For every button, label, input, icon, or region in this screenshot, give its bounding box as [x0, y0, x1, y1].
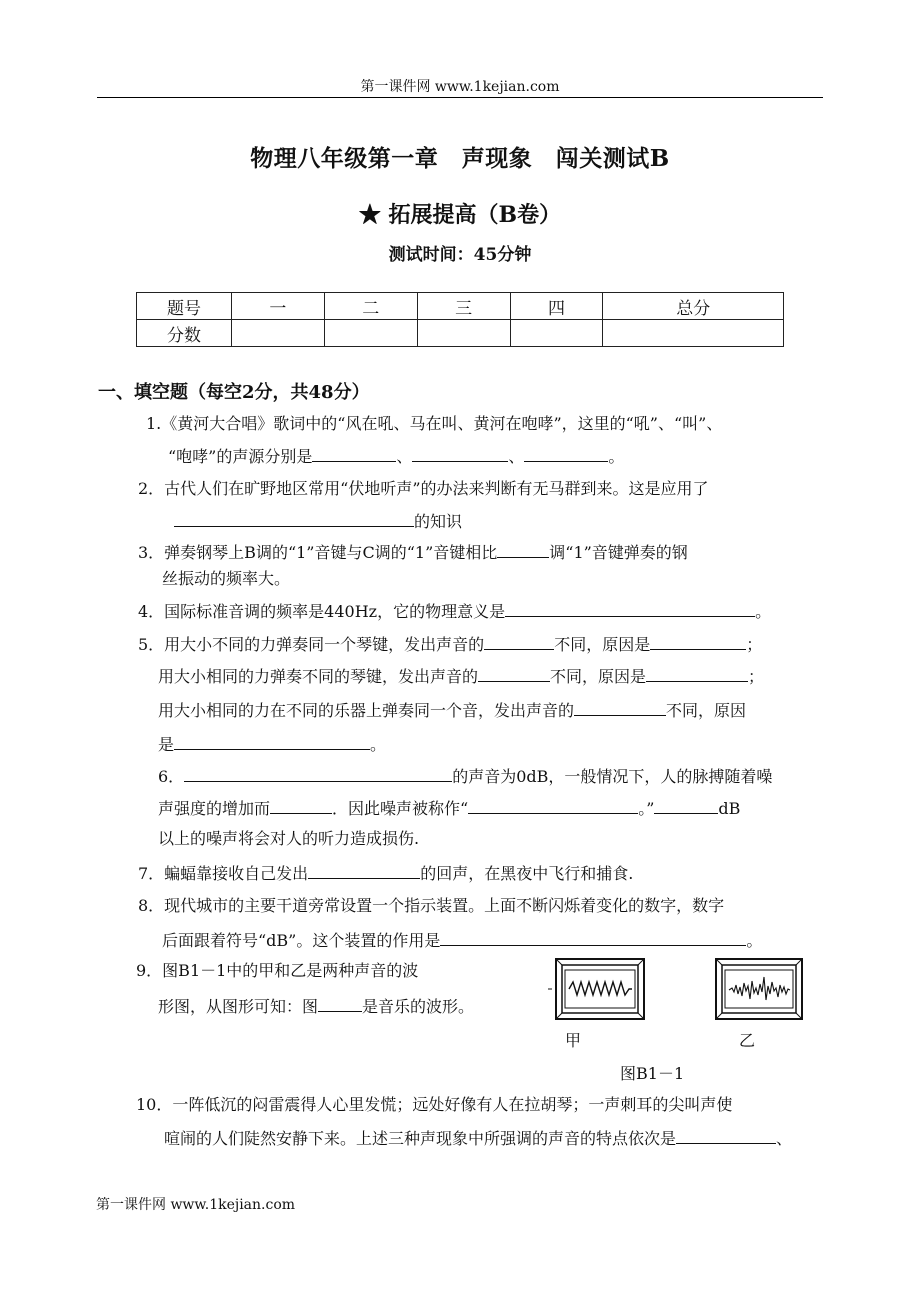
question-5-line-4: 是 。 [158, 735, 387, 754]
score-cell: 二 [324, 293, 417, 320]
score-cell: 题号 [137, 293, 232, 320]
answer-blank[interactable] [468, 797, 638, 814]
section-heading: 一、填空题（每空2分，共48分） [98, 382, 370, 403]
question-1-line-2: “咆哮”的声源分别是 、 、 。 [168, 447, 625, 466]
question-7: 7．蝙蝠靠接收自己发出 的回声，在黑夜中飞行和捕食. [138, 864, 634, 883]
question-6-line-2: 声强度的增加而 ．因此噪声被称作“ 。” dB [158, 799, 741, 818]
answer-blank[interactable] [174, 733, 370, 750]
test-time: 测试时间：45分钟 [388, 245, 532, 265]
question-1-line-1: 1.《黄河大合唱》歌词中的“风在吼、马在叫、黄河在咆哮”，这里的“吼”、“叫”、 [146, 414, 723, 433]
page-title: 物理八年级第一章 声现象 闯关测试B [250, 145, 670, 172]
score-cell: 一 [232, 293, 325, 320]
question-9-line-1: 9．图B1－1中的甲和乙是两种声音的波 [136, 961, 419, 980]
score-cell: 三 [417, 293, 510, 320]
answer-blank[interactable] [505, 600, 755, 617]
answer-blank[interactable] [312, 445, 396, 462]
page-header: 第一课件网 www.1kejian.com [360, 79, 560, 95]
score-input-cell[interactable] [324, 320, 417, 347]
answer-blank[interactable] [574, 699, 666, 716]
question-5-line-1: 5．用大小不同的力弹奏同一个琴键，发出声音的 不同，原因是 ； [138, 635, 763, 654]
score-input-cell[interactable] [510, 320, 603, 347]
score-input-cell[interactable] [417, 320, 510, 347]
answer-blank[interactable] [308, 862, 420, 879]
question-3-line-2: 丝振动的频率大。 [162, 569, 291, 588]
figure-label-a: 甲 [565, 1031, 582, 1050]
answer-blank[interactable] [497, 541, 549, 558]
answer-blank[interactable] [646, 665, 748, 682]
question-3-line-1: 3．弹奏钢琴上B调的“1”音键与C调的“1”音键相比 调“1”音键弹奏的钢 [138, 543, 688, 562]
answer-blank[interactable] [270, 797, 332, 814]
question-6-line-1: 6． 的声音为0dB，一般情况下，人的脉搏随着噪 [158, 767, 773, 786]
question-5-line-2: 用大小相同的力弹奏不同的琴键，发出声音的 不同，原因是 ； [158, 667, 765, 686]
figure-caption: 图B1－1 [620, 1064, 685, 1083]
answer-blank[interactable] [650, 633, 746, 650]
page-subtitle: ★ 拓展提高（B卷） [358, 202, 562, 228]
answer-blank[interactable] [524, 445, 608, 462]
page-footer: 第一课件网 www.1kejian.com [96, 1197, 296, 1213]
score-table-header-row [137, 293, 784, 320]
answer-blank[interactable] [440, 929, 746, 946]
score-input-cell[interactable] [603, 320, 784, 347]
question-6-line-3: 以上的噪声将会对人的听力造成损伤. [158, 829, 420, 848]
figure-label-b: 乙 [739, 1031, 756, 1050]
question-2-line-1: 2．古代人们在旷野地区常用“伏地听声”的办法来判断有无马群到来。这是应用了 [138, 479, 709, 498]
question-4: 4．国际标准音调的频率是440Hz，它的物理意义是 。 [138, 602, 772, 621]
waveform-figure [548, 955, 808, 1025]
score-cell: 四 [510, 293, 603, 320]
question-8-line-1: 8．现代城市的主要干道旁常设置一个指示装置。上面不断闪烁着变化的数字，数字 [138, 896, 725, 915]
score-table-score-row [137, 320, 784, 347]
answer-blank[interactable] [654, 797, 718, 814]
question-10-line-1: 10．一阵低沉的闷雷震得人心里发慌；远处好像有人在拉胡琴；一声刺耳的尖叫声使 [136, 1095, 733, 1114]
answer-blank[interactable] [478, 665, 550, 682]
question-9-line-2: 形图，从图形可知：图 是音乐的波形。 [158, 997, 475, 1016]
answer-blank[interactable] [184, 765, 452, 782]
question-10-line-2: 喧闹的人们陡然安静下来。上述三种声现象中所强调的声音的特点依次是 、 [164, 1129, 793, 1148]
answer-blank[interactable] [318, 995, 362, 1012]
oscilloscope-b [716, 959, 802, 1019]
answer-blank[interactable] [174, 510, 414, 527]
score-cell: 分数 [137, 320, 232, 347]
score-input-cell[interactable] [232, 320, 325, 347]
score-cell: 总分 [603, 293, 784, 320]
question-5-line-3: 用大小相同的力在不同的乐器上弹奏同一个音，发出声音的 不同，原因 [158, 701, 747, 720]
header-rule [97, 97, 823, 98]
answer-blank[interactable] [484, 633, 554, 650]
answer-blank[interactable] [676, 1127, 776, 1144]
question-2-line-2: 的知识 [174, 510, 462, 532]
oscilloscope-a [548, 959, 644, 1019]
question-8-line-2: 后面跟着符号“dB”。这个装置的作用是 。 [162, 931, 763, 950]
answer-blank[interactable] [412, 445, 508, 462]
score-table [136, 292, 784, 347]
